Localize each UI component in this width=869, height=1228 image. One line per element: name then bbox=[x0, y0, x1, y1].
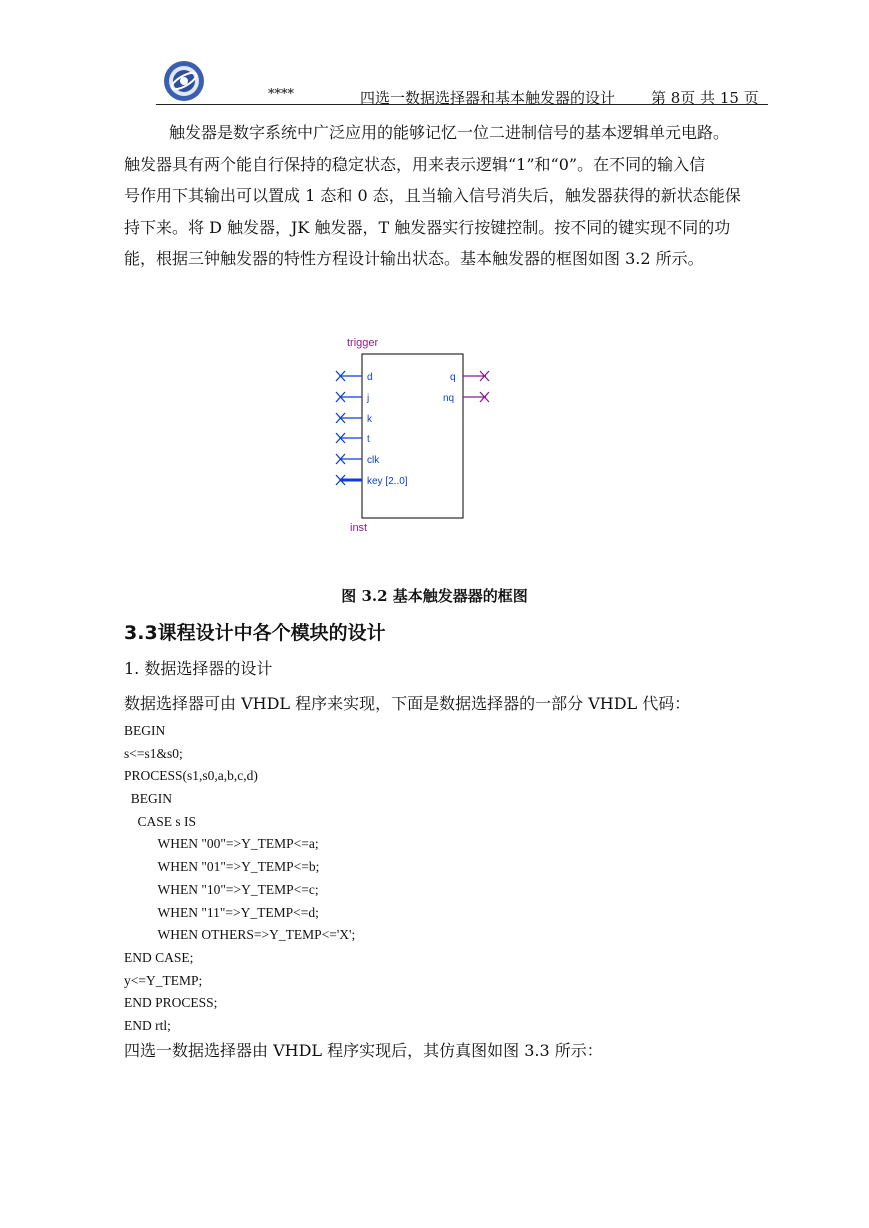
code-line: PROCESS(s1,s0,a,b,c,d) bbox=[124, 768, 258, 784]
code-line: y<=Y_TEMP; bbox=[124, 972, 203, 988]
header-title: 四选一数据选择器和基本触发器的设计 bbox=[360, 89, 616, 107]
code-line: BEGIN bbox=[124, 791, 172, 807]
page-header bbox=[0, 0, 869, 110]
code-line: WHEN "00"=>Y_TEMP<=a; bbox=[124, 836, 319, 852]
section-heading: 3.3课程设计中各个模块的设计 bbox=[124, 622, 386, 644]
instance-label: inst bbox=[350, 522, 368, 534]
port-label: t bbox=[367, 434, 370, 445]
port-label: clk bbox=[367, 455, 380, 466]
code-line: BEGIN bbox=[124, 723, 166, 738]
body-paragraph bbox=[124, 117, 788, 275]
code-line: WHEN OTHERS=>Y_TEMP<='X'; bbox=[124, 927, 356, 943]
code-line: WHEN "11"=>Y_TEMP<=d; bbox=[124, 904, 319, 920]
port-label: k bbox=[367, 414, 372, 425]
header-stars: **** bbox=[268, 87, 294, 102]
port-label: d bbox=[367, 372, 373, 383]
input-port-k bbox=[336, 413, 373, 425]
closing-paragraph: 四选一数据选择器由 VHDL 程序实现后，其仿真图如图 3.3 所示： bbox=[124, 1041, 603, 1060]
code-line: END PROCESS; bbox=[124, 995, 218, 1011]
block-name-label: trigger bbox=[347, 337, 379, 349]
code-line: WHEN "10"=>Y_TEMP<=c; bbox=[124, 881, 319, 897]
paragraph-line: 触发器是数字系统中广泛应用的能够记忆一位二进制信号的基本逻辑单元电路。 bbox=[169, 123, 730, 142]
code-line: END CASE; bbox=[124, 949, 194, 965]
input-port-d bbox=[336, 371, 373, 383]
block-body bbox=[362, 354, 463, 518]
code-intro: 数据选择器可由 VHDL 程序来实现，下面是数据选择器的一部分 VHDL 代码： bbox=[124, 694, 691, 713]
university-logo-icon bbox=[163, 60, 205, 102]
port-label: key [2..0] bbox=[367, 476, 408, 487]
paragraph-line: 持下来。将 D 触发器，JK 触发器，T 触发器实行按键控制。按不同的键实现不同的功 bbox=[124, 217, 731, 237]
vhdl-code-block bbox=[124, 720, 355, 1038]
input-port-key bbox=[336, 475, 408, 487]
paragraph-line: 号作用下其输出可以置成 1 态和 0 态，且当输入信号消失后，触发器获得的新状态能保 bbox=[124, 186, 741, 205]
header-rule bbox=[156, 104, 768, 105]
paragraph-line: 触发器具有两个能自行保持的稳定状态，用来表示逻辑“1”和“0”。在不同的输入信 bbox=[124, 154, 706, 174]
code-line: END rtl; bbox=[124, 1017, 171, 1033]
figure-caption: 图 3.2 基本触发器器的框图 bbox=[341, 587, 528, 605]
input-port-clk bbox=[336, 454, 380, 466]
port-label: q bbox=[450, 372, 456, 383]
port-label: nq bbox=[443, 393, 455, 404]
output-port-nq bbox=[443, 392, 489, 404]
code-line: CASE s IS bbox=[124, 813, 197, 829]
paragraph-line: 能，根据三钟触发器的特性方程设计输出状态。基本触发器的框图如图 3.2 所示。 bbox=[124, 249, 704, 268]
code-line: s<=s1&s0; bbox=[124, 745, 183, 761]
header-page-number: 第 8页 共 15 页 bbox=[651, 89, 759, 107]
sub-heading: 1. 数据选择器的设计 bbox=[124, 659, 273, 678]
code-line: WHEN "01"=>Y_TEMP<=b; bbox=[124, 859, 320, 875]
trigger-block-diagram bbox=[328, 330, 508, 540]
port-label: j bbox=[367, 393, 370, 404]
